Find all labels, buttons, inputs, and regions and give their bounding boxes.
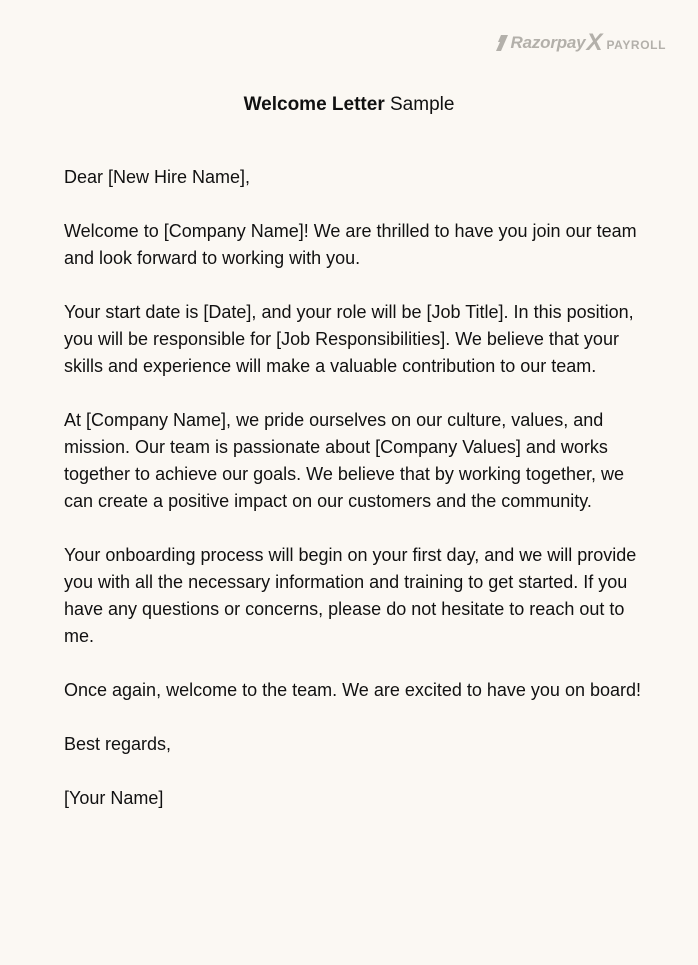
title-bold-text: Welcome Letter [243, 94, 385, 115]
letter-closing: Best regards, [64, 734, 172, 754]
letter-paragraph-role: Your start date is [Date], and your role will be [Job Title]. In this position, you will be responsible for [Job Responsibilities]. We believe that your skills and experience will make a valuable contribution to our team. [64, 302, 634, 376]
letter-paragraph-onboarding: Your onboarding process will begin on your first day, and we will provide you with all the necessary information and training to get started. If you have any questions or concerns, please do not hesitate to reach out to me. [64, 545, 637, 646]
letter-paragraph-welcome: Welcome to [Company Name]! We are thrilled to have you join our team and look forward to working with you. [64, 221, 637, 268]
logo-payroll-label: PAYROLL [606, 37, 666, 52]
logo-wordmark: Razorpay [510, 33, 586, 52]
razorpay-logo-icon [496, 34, 509, 52]
letter-paragraph-closing-note: Once again, welcome to the team. We are excited to have you on board! [64, 680, 642, 700]
letter-paragraph-culture: At [Company Name], we pride ourselves on our culture, values, and mission. Our team is passionate about [Company Values] and works together to achieve our goals. We believe that by working together, we can create a positive impact on our customers and the community. [64, 410, 625, 511]
letter-signature: [Your Name] [64, 788, 164, 808]
letter-body [64, 164, 644, 839]
title-regular-text: Sample [390, 94, 455, 115]
page-title [0, 93, 698, 117]
razorpayx-payroll-logo [496, 31, 667, 55]
logo-x-mark: X [586, 29, 603, 56]
letter-greeting: Dear [New Hire Name], [64, 167, 251, 187]
